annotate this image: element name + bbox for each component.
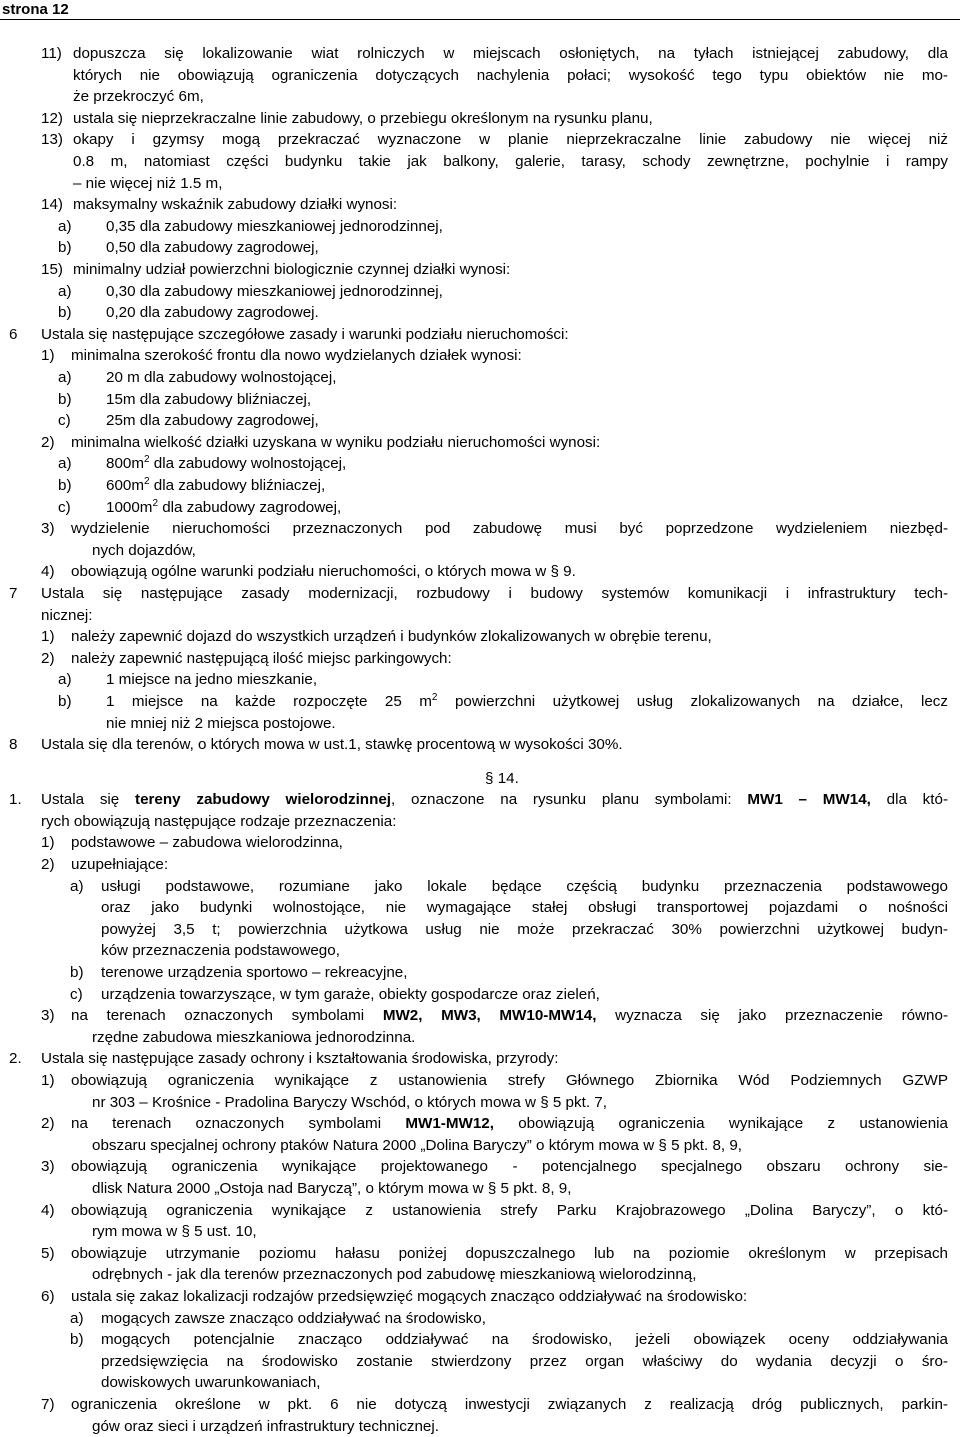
list-marker: 2. xyxy=(9,1050,22,1068)
line-text: 0,50 dla zabudowy zagrodowej, xyxy=(106,239,319,257)
line-text: mogących zawsze znacząco oddziaływać na środowisko, xyxy=(101,1309,486,1327)
line-text xyxy=(92,1221,257,1242)
line-text xyxy=(41,789,948,810)
list-marker: c) xyxy=(70,985,83,1003)
list-marker: 1) xyxy=(41,834,55,852)
section-symbol: § xyxy=(181,1223,190,1241)
list-marker: 5) xyxy=(41,1244,55,1262)
line-text: 0,30 dla zabudowy mieszkaniowej jednorodzinnej, xyxy=(106,282,443,300)
list-marker: 2) xyxy=(41,856,55,874)
text-run: obowiązują ogólne warunki podziału nieruchomości, o których mowa w xyxy=(71,563,551,581)
text-run: dla zabudowy bliźniaczej, xyxy=(149,477,326,494)
page-header xyxy=(0,0,960,20)
text-line xyxy=(0,1048,948,1069)
list-marker: b) xyxy=(58,477,72,494)
list-marker: 11) xyxy=(41,45,62,62)
list-marker: a) xyxy=(58,369,72,386)
line-text: minimalna wielkość działki uzyskana w wyniku podziału nieruchomości wynosi: xyxy=(71,433,601,451)
list-marker: b) xyxy=(58,239,72,257)
text-line xyxy=(0,65,948,86)
list-marker: 6 xyxy=(9,325,18,343)
line-text: usługi podstawowe, rozumiane jako lokale będące częścią budynku przeznaczenia podstawowego xyxy=(101,877,948,895)
text-line xyxy=(0,151,948,172)
line-text xyxy=(106,475,325,496)
text-line xyxy=(0,1243,948,1264)
text-line xyxy=(0,432,948,453)
text-line xyxy=(0,854,948,875)
line-text xyxy=(71,561,576,582)
section-symbol: § xyxy=(540,1093,549,1111)
line-text: urządzenia towarzyszące, w tym garaże, obiekty gospodarcze oraz zieleń, xyxy=(101,985,600,1003)
text-line xyxy=(0,669,948,690)
line-text: rych obowiązują następujące rodzaje przeznaczenia: xyxy=(41,812,397,830)
line-text xyxy=(92,1092,607,1113)
line-text: wydzielenie nieruchomości przeznaczonych pod zabudowę musi być poprzedzone wydzieleniem niezbęd- xyxy=(71,520,948,538)
text-line xyxy=(0,1113,948,1134)
text-line xyxy=(0,756,948,777)
text-line xyxy=(0,173,948,194)
text-line xyxy=(0,43,948,64)
list-marker: 13) xyxy=(41,131,63,149)
line-text xyxy=(106,453,346,474)
text-line xyxy=(0,1178,948,1199)
line-text: Ustala się następujące zasady modernizacji, rozbudowy i budowy systemów komunikacji i infrastruktury tech- xyxy=(41,585,948,602)
text-line xyxy=(0,984,948,1005)
line-text: 0.8 m, natomiast części budynku takie jak balkony, galerie, tarasy, schody zewnętrzne, pochylnie i rampy xyxy=(73,153,948,170)
text-run: dla zabudowy zagrodowej, xyxy=(158,498,342,516)
section-number: 14. xyxy=(497,769,519,787)
list-marker: 1. xyxy=(9,791,22,809)
line-text: rzędne zabudowa mieszkaniowa jednorodzinna. xyxy=(92,1028,416,1046)
text-run: 1 miejsce na każde rozpoczęte 25 m xyxy=(106,693,432,710)
superscript: 2 xyxy=(144,454,150,466)
line-text: przedsięwzięcia na środowisko zostanie stwierdzony przez organ właściwy do wydania decyzji o śro- xyxy=(101,1352,948,1370)
line-text: 0,35 dla zabudowy mieszkaniowej jednorodzinnej, xyxy=(106,217,443,235)
text-run: 1000m xyxy=(106,498,153,516)
text-line xyxy=(0,605,948,626)
list-marker: 2) xyxy=(41,649,55,667)
line-text: okapy i gzymsy mogą przekraczać wyznaczone w planie nieprzekraczalne linie zabudowy nie więcej niż xyxy=(73,131,948,149)
list-marker: a) xyxy=(70,877,84,895)
line-text: powyżej 3,5 t; powierzchnia użytkowa usług nie może przekraczać 30% powierzchni użytkowej budyn- xyxy=(101,920,948,938)
text-line xyxy=(0,962,948,983)
list-marker: c) xyxy=(58,498,71,516)
list-marker: a) xyxy=(58,455,72,473)
text-run: 5 pkt. 8, 9, xyxy=(496,1180,572,1198)
line-text xyxy=(92,1178,571,1199)
text-line xyxy=(0,811,948,832)
text-line xyxy=(0,1221,948,1242)
text-line xyxy=(0,302,948,323)
line-text xyxy=(92,1135,742,1156)
text-line xyxy=(0,1286,948,1307)
line-text: należy zapewnić następującą ilość miejsc parkingowych: xyxy=(71,649,452,667)
text-line xyxy=(0,691,948,712)
list-marker: 3) xyxy=(41,520,55,538)
text-line xyxy=(0,561,948,582)
text-line xyxy=(0,1156,948,1177)
text-line xyxy=(0,1027,948,1048)
text-run: na terenach oznaczonych symbolami xyxy=(71,1115,406,1133)
list-marker: 6) xyxy=(41,1288,55,1306)
line-text: maksymalny wskaźnik zabudowy działki wynosi: xyxy=(73,196,398,214)
text-line xyxy=(0,259,948,280)
line-text: 1 miejsce na jedno mieszkanie, xyxy=(106,671,318,689)
bold-text: tereny zabudowy wielorodzinnej xyxy=(135,791,392,809)
text-line xyxy=(0,1092,948,1113)
list-marker: 7 xyxy=(9,585,18,602)
line-text: Ustala się następujące szczegółowe zasady i warunki podziału nieruchomości: xyxy=(41,325,569,343)
line-text: 0,20 dla zabudowy zagrodowej. xyxy=(106,304,319,322)
line-text: 25m dla zabudowy zagrodowej, xyxy=(106,412,319,430)
text-line xyxy=(0,1005,948,1026)
text-line xyxy=(0,497,948,518)
section-symbol: § xyxy=(550,563,559,581)
list-marker: b) xyxy=(58,693,72,710)
text-run: dla któ- xyxy=(870,791,948,809)
line-text: nie mniej niż 2 miejsca postojowe. xyxy=(106,714,336,732)
text-run: dlisk Natura 2000 „Ostoja nad Baryczą”, o którym mowa w xyxy=(92,1180,488,1198)
text-line xyxy=(0,832,948,853)
line-text: ograniczenia określone w pkt. 6 nie dotyczą inwestycji związanych z realizacją dróg publicznych, parkin- xyxy=(71,1396,948,1414)
list-marker: b) xyxy=(70,1331,84,1349)
list-marker: 2) xyxy=(41,433,55,451)
text-run: powierzchni użytkowej usług zlokalizowanych na działce, lecz xyxy=(437,693,948,710)
text-line xyxy=(0,129,948,150)
line-text: obowiązują ograniczenia wynikające z ustanowienia strefy Głównego Zbiornika Wód Podziemnych GZWP xyxy=(71,1072,948,1090)
line-text: oraz jako budynki wolnostojące, nie wymagające stałej obsługi transportowej pojazdami o nośności xyxy=(101,899,948,917)
list-marker: 2) xyxy=(41,1115,55,1133)
text-line xyxy=(0,237,948,258)
list-marker: 12) xyxy=(41,109,63,127)
text-line xyxy=(0,475,948,496)
list-marker: c) xyxy=(58,412,71,430)
bold-text: MW2, MW3, MW10-MW14, xyxy=(382,1007,597,1025)
line-text: ustala się zakaz lokalizacji rodzajów przedsięwzięć mogących znacząco oddziaływać na środowisko: xyxy=(71,1288,748,1306)
text-line xyxy=(0,626,948,647)
line-text: obowiązują ograniczenia wynikające z ustanowienia strefy Parku Krajobrazowego „Dolina Baryczy”, o któ- xyxy=(71,1201,948,1219)
text-line xyxy=(0,389,948,410)
superscript: 2 xyxy=(144,476,150,487)
section-symbol: § xyxy=(658,1136,667,1154)
text-line xyxy=(0,324,948,345)
text-line xyxy=(0,1070,948,1091)
line-text: obowiązuje utrzymanie poziomu hałasu poniżej dopuszczalnego lub na poziomie określonym w przepisach xyxy=(71,1244,948,1262)
line-text xyxy=(71,1113,948,1134)
text-line xyxy=(0,281,948,302)
text-line xyxy=(0,367,948,388)
line-text: dopuszcza się lokalizowanie wiat rolniczych w miejscach osłoniętych, na tyłach istniejącej zabudowy, dla xyxy=(73,45,948,62)
text-line xyxy=(0,713,948,734)
text-line xyxy=(0,789,948,810)
text-line xyxy=(0,410,948,431)
text-line xyxy=(0,734,948,755)
text-line xyxy=(0,86,948,107)
line-text: minimalny udział powierzchni biologicznie czynnej działki wynosi: xyxy=(73,261,511,278)
text-run: 5 ust. 10, xyxy=(189,1223,257,1241)
list-marker: b) xyxy=(58,304,72,322)
text-line xyxy=(0,940,948,961)
list-marker: 7) xyxy=(41,1396,55,1414)
section-symbol: § xyxy=(487,1180,497,1198)
text-run: , oznaczone na rysunku planu symbolami: xyxy=(391,791,748,809)
text-line xyxy=(0,1264,948,1285)
text-line xyxy=(0,453,948,474)
text-line xyxy=(0,648,948,669)
list-marker: a) xyxy=(58,282,72,300)
text-line xyxy=(0,876,948,897)
text-run: 9. xyxy=(558,563,576,581)
text-run: 5 pkt. 7, xyxy=(548,1093,607,1111)
section-14-heading xyxy=(485,768,519,789)
header-rule xyxy=(0,19,960,20)
text-line xyxy=(0,919,948,940)
bold-text: MW1 – MW14, xyxy=(747,791,871,809)
list-marker: 15) xyxy=(41,261,63,278)
line-text: 20 m dla zabudowy wolnostojącej, xyxy=(106,369,337,386)
text-line xyxy=(0,1394,948,1415)
text-run: 800m xyxy=(106,455,144,473)
line-text: że przekroczyć 6m, xyxy=(73,88,204,106)
text-line xyxy=(0,583,948,604)
list-marker: 1) xyxy=(41,1072,55,1090)
list-marker: 14) xyxy=(41,196,63,214)
text-run: dla zabudowy wolnostojącej, xyxy=(149,455,347,473)
list-marker: 4) xyxy=(41,1201,55,1219)
line-text: mogących potencjalnie znacząco oddziaływać na środowisko, jeżeli obowiązek oceny oddziaływania xyxy=(101,1331,948,1349)
text-line xyxy=(0,345,948,366)
superscript: 2 xyxy=(431,692,438,703)
text-run: nr 303 – Krośnice - Pradolina Baryczy Wschód, o których mowa w xyxy=(92,1093,541,1111)
text-line xyxy=(0,1372,948,1393)
line-text: podstawowe – zabudowa wielorodzinna, xyxy=(71,834,343,852)
list-marker: b) xyxy=(58,390,72,408)
text-line xyxy=(0,1200,948,1221)
list-marker: a) xyxy=(58,217,72,235)
line-text: minimalna szerokość frontu dla nowo wydzielanych działek wynosi: xyxy=(71,347,522,365)
list-marker: a) xyxy=(58,671,72,689)
list-marker: 3) xyxy=(41,1007,55,1025)
line-text: – nie więcej niż 1.5 m, xyxy=(73,174,223,192)
section-symbol: § xyxy=(485,769,494,787)
line-text: obowiązują ograniczenia wynikające projektowanego - potencjalnego specjalnego obszaru ochrony sie- xyxy=(71,1158,948,1176)
line-text: należy zapewnić dojazd do wszystkich urządzeń i budynków zlokalizowanych w obrębie terenu, xyxy=(71,628,712,646)
text-run: rym mowa w xyxy=(92,1223,182,1241)
line-text: uzupełniające: xyxy=(71,856,169,874)
line-text: nych dojazdów, xyxy=(92,541,196,559)
line-text: Ustala się dla terenów, o których mowa w ust.1, stawkę procentową w wysokości 30%. xyxy=(41,736,623,754)
superscript: 2 xyxy=(152,497,159,509)
line-text: ustala się nieprzekraczalne linie zabudowy, o przebiegu określonym na rysunku planu, xyxy=(73,109,653,127)
line-text: nicznej: xyxy=(41,606,93,624)
text-line xyxy=(0,216,948,237)
line-text: 15m dla zabudowy bliźniaczej, xyxy=(106,390,312,408)
line-text xyxy=(106,497,341,518)
list-marker: a) xyxy=(70,1309,84,1327)
page-number-label: strona 12 xyxy=(2,1,69,18)
text-run: obowiązują ograniczenia wynikające z ustanowienia xyxy=(493,1115,948,1133)
text-line xyxy=(0,1416,948,1437)
text-line xyxy=(0,518,948,539)
list-marker: b) xyxy=(70,964,84,982)
list-marker: 8 xyxy=(9,736,18,754)
text-line xyxy=(0,1308,948,1329)
list-marker: 1) xyxy=(41,347,55,365)
line-text: Ustala się następujące zasady ochrony i kształtowania środowiska, przyrody: xyxy=(41,1050,559,1068)
line-text: gów oraz sieci i urządzeń infrastruktury technicznej. xyxy=(92,1417,439,1435)
line-text: których nie obowiązują ograniczenia dotyczących nachylenia połaci; wysokość tego typu obiektów nie mo- xyxy=(73,66,948,84)
line-text xyxy=(106,691,948,712)
text-line xyxy=(0,1135,948,1156)
line-text: terenowe urządzenia sportowo – rekreacyjne, xyxy=(101,964,408,982)
list-marker: 3) xyxy=(41,1158,55,1176)
text-line xyxy=(0,540,948,561)
text-run: Ustala się xyxy=(41,791,136,809)
line-text: dowiskowych uwarunkowaniach, xyxy=(101,1374,321,1392)
text-line xyxy=(0,194,948,215)
bold-text: MW1-MW12, xyxy=(405,1115,494,1133)
text-line xyxy=(0,108,948,129)
text-run: obszaru specjalnej ochrony ptaków Natura 2000 „Dolina Baryczy” o którym mowa w xyxy=(92,1136,659,1154)
text-run: wyznacza się jako przeznaczenie równo- xyxy=(596,1007,948,1025)
text-run: 5 pkt. 8, 9, xyxy=(666,1136,742,1154)
text-run: na terenach oznaczonych symbolami xyxy=(71,1007,383,1025)
list-marker: 4) xyxy=(41,563,55,581)
line-text xyxy=(71,1005,948,1026)
list-marker: 1) xyxy=(41,628,55,646)
text-line xyxy=(0,897,948,918)
text-line xyxy=(0,1351,948,1372)
line-text: odrębnych - jak dla terenów przeznaczonych pod zabudowę mieszkaniową wielorodzinną, xyxy=(92,1266,697,1284)
text-run: 600m xyxy=(106,477,144,494)
line-text: ków przeznaczenia podstawowego, xyxy=(101,942,340,960)
text-line xyxy=(0,1329,948,1350)
